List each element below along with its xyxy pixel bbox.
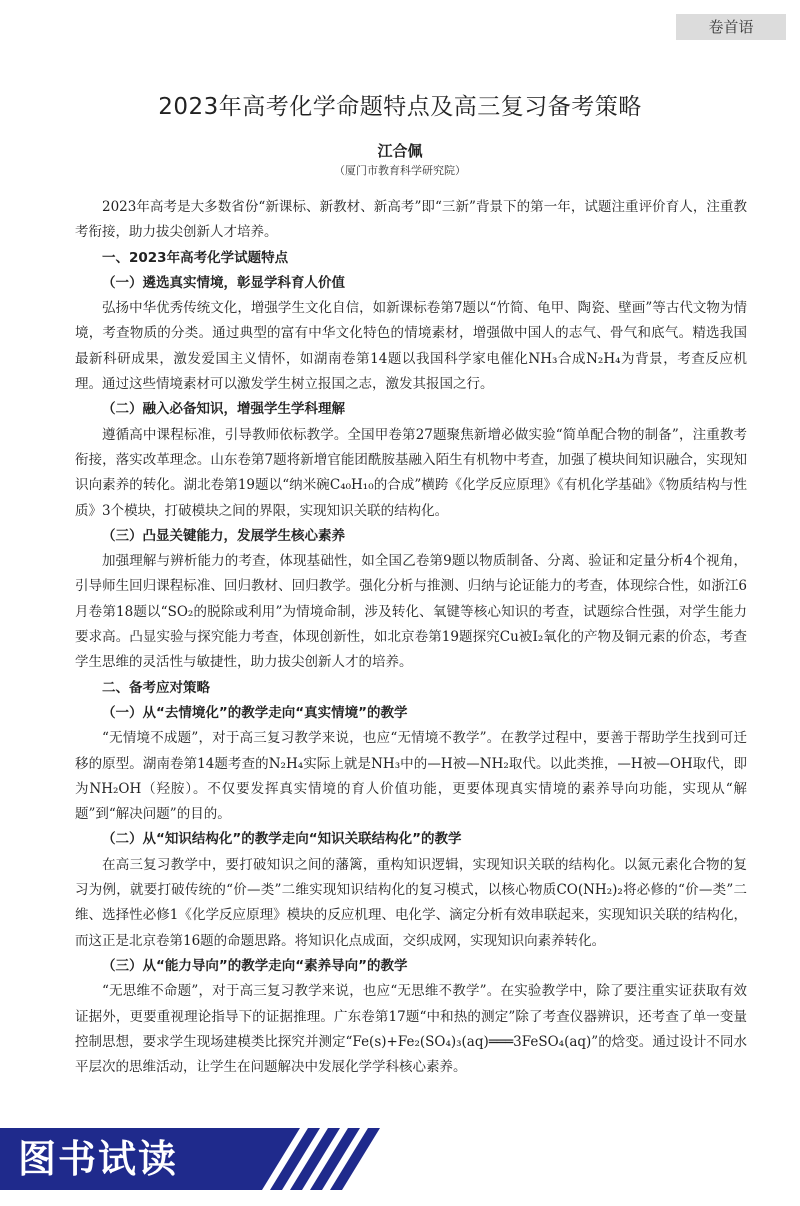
article-title: 2023年高考化学命题特点及高三复习备考策略: [158, 94, 642, 120]
subsection-heading: （二）融入必备知识，增强学生学科理解: [102, 401, 345, 418]
section-heading: 二、备考应对策略: [102, 679, 210, 696]
article-body: [75, 195, 747, 1080]
body-paragraph: 遵循高中课程标准，引导教师依标教学。全国甲卷第27题聚焦新增必做实验“简单配合物的制备”，注重教考衔接，落实改革理念。山东卷第7题将新增官能团酰胺基融入陌生有机物中考查，加强了模块间知识融合，实现知识向素养的转化。湖北卷第19题以“纳米碗C₄₀H₁₀的合成”横跨《化学反应原理》《有机化学基础》《物质结构与性质》3个模块，打破模块之间的界限，实现知识关联的结构化。: [75, 426, 747, 519]
body-paragraph: “无情境不成题”，对于高三复习教学来说，也应“无情境不教学”。在教学过程中，要善于帮助学生找到可迁移的原型。湖南卷第14题考查的N₂H₄实际上就是NH₃中的—H被—NH₂取代。以此类推，—H被—OH取代，即为NH₂OH（羟胺）。不仅要发挥真实情境的育人价值功能，更要体现真实情境的素养导向功能，实现从“解题”到“解决问题”的目的。: [75, 730, 747, 823]
header-bar: [0, 0, 800, 40]
subsection-heading: （一）遴选真实情境，彰显学科育人价值: [102, 274, 345, 291]
subsection-heading: （一）从“去情境化”的教学走向“真实情境”的教学: [102, 704, 408, 721]
subsection-heading: （二）从“知识结构化”的教学走向“知识关联结构化”的教学: [102, 831, 462, 848]
intro-paragraph: 2023年高考是大多数省份“新课标、新教材、新高考”即“三新”背景下的第一年，试题注重评价育人，注重教考衔接，助力拔尖创新人才培养。: [75, 199, 747, 241]
body-paragraph: “无思维不命题”，对于高三复习教学来说，也应“无思维不教学”。在实验教学中，除了要注重实证获取有效证据外，更要重视理论指导下的证据推理。广东卷第17题“中和热的测定”除了考查仪器辨识，还考查了单一变量控制思想，要求学生现场建模类比探究并测定“Fe(s)+Fe₂(SO₄)₃(aq)═══3FeSO₄(aq)”的焓变。通过设计不同水平层次的思维活动，让学生在问题解决中发展化学学科核心素养。: [75, 983, 747, 1076]
body-paragraph: 在高三复习教学中，要打破知识之间的藩篱，重构知识逻辑，实现知识关联的结构化。以氮元素化合物的复习为例，就要打破传统的“价—类”二维实现知识结构化的复习模式，以核心物质CO(NH₂)₂将必修的“价—类”二维、选择性必修1《化学反应原理》模块的反应机理、电化学、滴定分析有效串联起来，实现知识关联的结构化，而这正是北京卷第16题的命题思路。将知识化点成面，交织成网，实现知识向素养转化。: [75, 856, 747, 949]
subsection-heading: （三）凸显关键能力，发展学生核心素养: [102, 527, 345, 544]
section-heading: 一、2023年高考化学试题特点: [102, 249, 289, 266]
author-affiliation: （厦门市教育科学研究院）: [334, 164, 466, 177]
subsection-heading: （三）从“能力导向”的教学走向“素养导向”的教学: [102, 957, 408, 974]
article-author: 江合佩: [377, 142, 423, 160]
body-paragraph: 弘扬中华优秀传统文化，增强学生文化自信，如新课标卷第7题以“竹简、龟甲、陶瓷、壁画”等古代文物为情境，考查物质的分类。通过典型的富有中华文化特色的情境素材，增强做中国人的志气、骨气和底气。精选我国最新科研成果，激发爱国主义情怀，如湖南卷第14题以我国科学家电催化NH₃合成N₂H₄为背景，考查反应机理。通过这些情境素材可以激发学生树立报国之志，激发其报国之行。: [75, 300, 747, 393]
banner-text: 图书试读: [18, 1137, 179, 1181]
section-tag: 卷首语: [676, 14, 786, 40]
body-paragraph: 加强理解与辨析能力的考查，体现基础性，如全国乙卷第9题以物质制备、分离、验证和定量分析4个视角，引导师生回归课程标准、回归教材、回归教学。强化分析与推测、归纳与论证能力的考查，体现综合性，如浙江6月卷第18题以“SO₂的脱除或利用”为情境命制，涉及转化、氧键等核心知识的考查，试题综合性强，对学生能力要求高。凸显实验与探究能力考查，体现创新性，如北京卷第19题探究Cu被I₂氧化的产物及铜元素的价态，考查学生思维的灵活性与敏捷性，助力拔尖创新人才的培养。: [75, 553, 747, 671]
